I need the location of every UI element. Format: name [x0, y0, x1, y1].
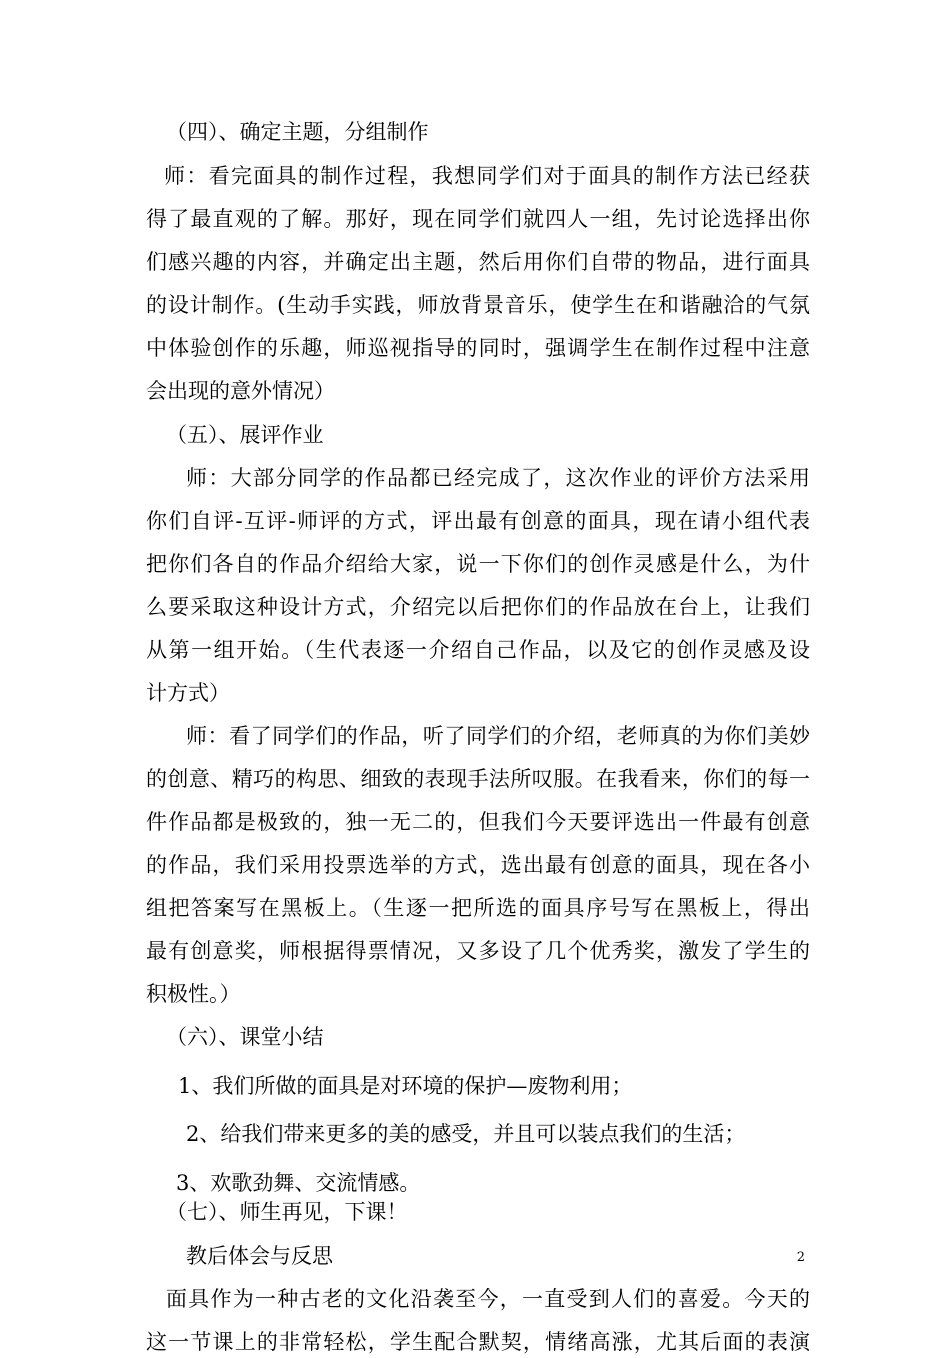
paragraph-line: 从第一组开始。（生代表逐一介绍自己作品，以及它的创作灵感及设 — [146, 638, 810, 662]
reflection-heading: 教后体会与反思 — [186, 1244, 333, 1268]
paragraph-line: 件作品都是极致的，独一无二的，但我们今天要评选出一件最有创意 — [146, 810, 810, 834]
summary-item-3: 3、欢歌劲舞、交流情感。 — [176, 1171, 421, 1195]
paragraph-line: 计方式） — [146, 681, 230, 705]
paragraph-line: 得了最直观的了解。那好，现在同学们就四人一组，先讨论选择出你 — [146, 207, 810, 231]
paragraph-line: 最有创意奖，师根据得票情况，又多设了几个优秀奖，激发了学生的 — [146, 939, 810, 963]
paragraph-line: 的设计制作。(生动手实践，师放背景音乐，使学生在和谐融洽的气氛 — [146, 293, 810, 317]
paragraph-line: 中体验创作的乐趣，师巡视指导的同时，强调学生在制作过程中注意 — [146, 336, 810, 360]
heading-section-5: （五）、展评作业 — [166, 423, 324, 447]
page-number: 2 — [796, 1250, 805, 1265]
paragraph-line: 的作品，我们采用投票选举的方式，选出最有创意的面具，现在各小 — [146, 853, 810, 877]
paragraph-line: 师：看完面具的制作过程，我想同学们对于面具的制作方法已经获 — [164, 164, 810, 188]
summary-item-2: 2、给我们带来更多的美的感受，并且可以装点我们的生活； — [186, 1122, 746, 1146]
paragraph-line: 组把答案写在黑板上。（生逐一把所选的面具序号写在黑板上，得出 — [146, 896, 810, 920]
paragraph-line: 你们自评-互评-师评的方式，评出最有创意的面具，现在请小组代表 — [146, 509, 810, 533]
paragraph-line: 师：大部分同学的作品都已经完成了，这次作业的评价方法采用 — [186, 466, 810, 490]
heading-section-6: （六）、课堂小结 — [166, 1025, 324, 1049]
paragraph-line: 么要采取这种设计方式，介绍完以后把你们的作品放在台上，让我们 — [146, 595, 810, 619]
paragraph-line: 积极性。） — [146, 982, 241, 1006]
paragraph-line: 这一节课上的非常轻松，学生配合默契，情绪高涨，尤其后面的表演 — [146, 1330, 810, 1354]
paragraph-line: 会出现的意外情况） — [146, 379, 335, 403]
paragraph-line: 面具作为一种古老的文化沿袭至今，一直受到人们的喜爱。今天的 — [166, 1287, 810, 1311]
paragraph-line: 的创意、精巧的构思、细致的表现手法所叹服。在我看来，你们的每一 — [146, 767, 810, 791]
paragraph-line: 们感兴趣的内容，并确定出主题，然后用你们自带的物品，进行面具 — [146, 250, 810, 274]
paragraph-line: 把你们各自的作品介绍给大家，说一下你们的创作灵感是什么，为什 — [146, 552, 810, 576]
heading-section-4: （四）、确定主题，分组制作 — [166, 120, 429, 144]
summary-item-1: 1、我们所做的面具是对环境的保护—废物利用； — [178, 1074, 633, 1098]
paragraph-line: 师：看了同学们的作品，听了同学们的介绍，老师真的为你们美妙 — [186, 724, 810, 748]
heading-section-7: （七）、师生再见，下课！ — [166, 1200, 408, 1224]
